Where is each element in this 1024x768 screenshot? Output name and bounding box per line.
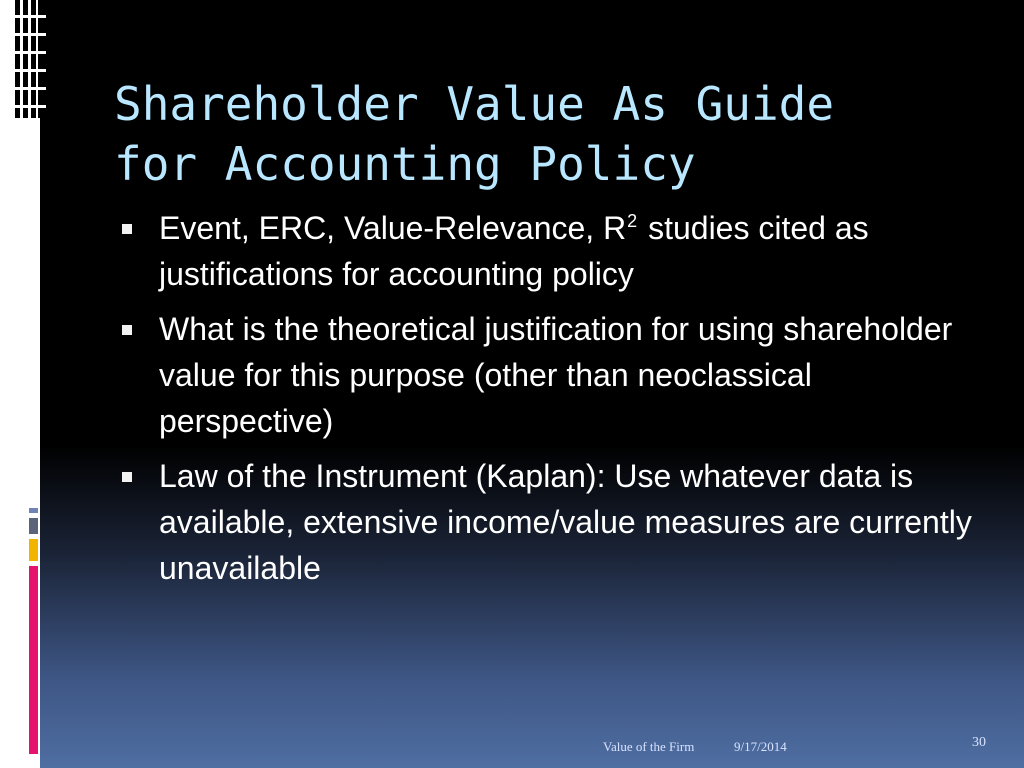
bullet-text-1 bbox=[159, 205, 972, 297]
square-bullet-icon bbox=[122, 224, 132, 234]
bullet-item-3 bbox=[122, 453, 972, 591]
accent-gray-bar bbox=[29, 518, 38, 534]
bullet-item-2 bbox=[122, 306, 972, 444]
square-bullet-icon bbox=[122, 472, 132, 482]
bullet-text-2: What is the theoretical justification for using shareholder value for this purpose (other than neoclassical perspective) bbox=[159, 311, 953, 439]
slide-title-line-2: for Accounting Policy bbox=[114, 137, 696, 191]
slide-title bbox=[114, 74, 984, 194]
slide-number: 30 bbox=[972, 735, 986, 750]
bullet-item-1 bbox=[122, 205, 972, 297]
accent-blue-bar bbox=[29, 508, 38, 513]
bullet-1-superscript: 2 bbox=[627, 211, 638, 232]
bullet-text-3: Law of the Instrument (Kaplan): Use whatever data is available, extensive income/value measures are currently unavailable bbox=[159, 458, 972, 586]
footer-date: 9/17/2014 bbox=[734, 739, 787, 754]
slide-title-line-1: Shareholder Value As Guide bbox=[114, 77, 835, 131]
accent-gold-bar bbox=[29, 539, 38, 561]
footer-title: Value of the Firm bbox=[603, 739, 695, 754]
square-bullet-icon bbox=[122, 325, 132, 335]
bullet-list bbox=[122, 205, 972, 600]
bullet-1-prefix: Event, ERC, Value-Relevance, R bbox=[159, 210, 627, 246]
decorative-window-pattern-icon bbox=[12, 0, 46, 118]
bullet-1-suffix: studies cited as justifications for accounting policy bbox=[159, 210, 869, 292]
accent-pink-bar bbox=[29, 566, 38, 754]
